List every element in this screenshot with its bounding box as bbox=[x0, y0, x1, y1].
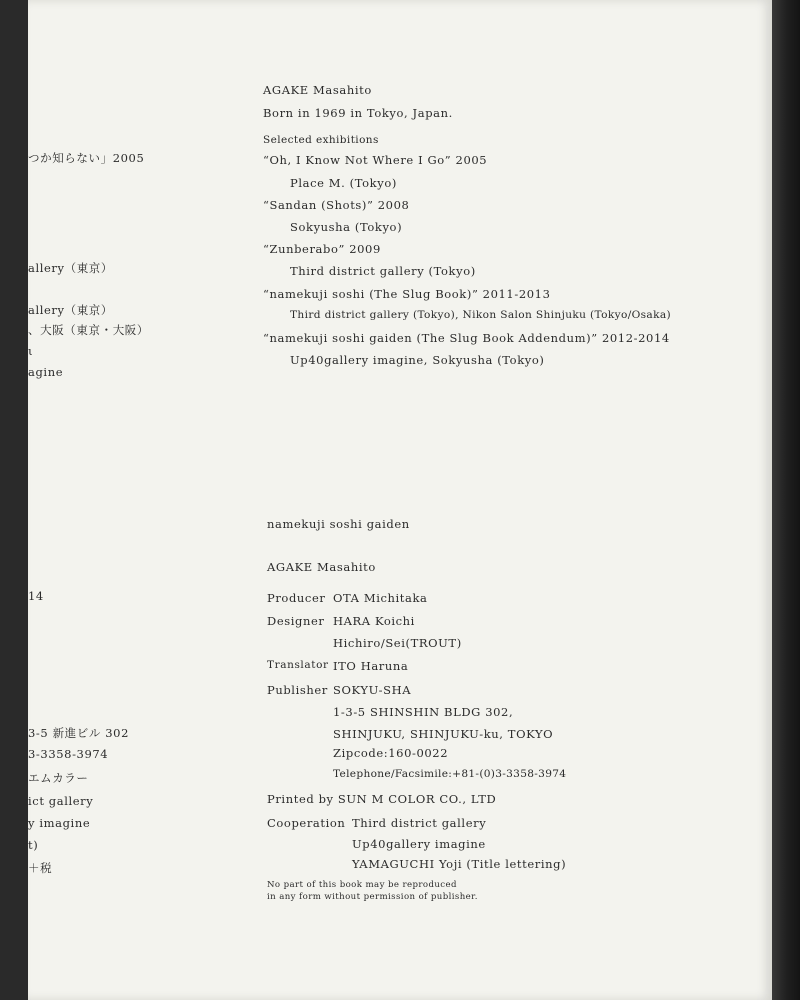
publisher-telephone: Telephone/Facsimile:+81-(0)3-3358-3974 bbox=[333, 768, 567, 780]
left-line: ict gallery bbox=[28, 794, 94, 808]
left-column-cropped bbox=[28, 0, 248, 1000]
book-page bbox=[28, 0, 772, 1000]
book-title: namekuji soshi gaiden bbox=[267, 517, 410, 531]
producer-value: OTA Michitaka bbox=[333, 591, 428, 605]
cooperation-value: Third district gallery bbox=[352, 816, 487, 830]
copyright-notice: No part of this book may be reproduced bbox=[267, 880, 457, 890]
colophon-author: AGAKE Masahito bbox=[267, 560, 376, 574]
author-name: AGAKE Masahito bbox=[263, 83, 372, 97]
left-line: agine bbox=[28, 365, 64, 379]
cooperation-value: Up40gallery imagine bbox=[352, 837, 486, 851]
left-line: 14 bbox=[28, 589, 44, 603]
publisher-zipcode: Zipcode:160-0022 bbox=[333, 746, 449, 760]
exhibition-venue: Up40gallery imagine, Sokyusha (Tokyo) bbox=[290, 353, 545, 367]
left-line: エムカラー bbox=[28, 771, 89, 785]
left-line: y imagine bbox=[28, 816, 91, 830]
exhibition-title: “Zunberabo” 2009 bbox=[263, 242, 381, 256]
exhibitions-heading: Selected exhibitions bbox=[263, 134, 379, 146]
exhibition-title: “namekuji soshi (The Slug Book)” 2011-2013 bbox=[263, 287, 551, 301]
exhibition-title: “namekuji soshi gaiden (The Slug Book Addendum)” 2012-2014 bbox=[263, 331, 670, 345]
designer-value: Hichiro/Sei(TROUT) bbox=[333, 636, 462, 650]
publisher-address: 1-3-5 SHINSHIN BLDG 302, bbox=[333, 705, 514, 719]
designer-label: Designer bbox=[267, 614, 325, 628]
copyright-notice: in any form without permission of publisher. bbox=[267, 892, 478, 902]
cooperation-value: YAMAGUCHI Yoji (Title lettering) bbox=[352, 857, 567, 871]
publisher-value: SOKYU-SHA bbox=[333, 683, 412, 697]
printed-by: Printed by SUN M COLOR CO., LTD bbox=[267, 792, 497, 806]
left-line: allery（東京） bbox=[28, 303, 114, 317]
left-line: t) bbox=[28, 838, 39, 852]
left-line: allery（東京） bbox=[28, 261, 114, 275]
cooperation-label: Cooperation bbox=[267, 816, 346, 830]
translator-value: ITO Haruna bbox=[333, 659, 409, 673]
exhibition-venue: Sokyusha (Tokyo) bbox=[290, 220, 403, 234]
left-line: 3-5 新進ビル 302 bbox=[28, 726, 129, 740]
exhibition-venue: Third district gallery (Tokyo) bbox=[290, 264, 476, 278]
left-line: 3-3358-3974 bbox=[28, 747, 109, 761]
born-line: Born in 1969 in Tokyo, Japan. bbox=[263, 106, 453, 120]
left-line: ι bbox=[28, 344, 34, 358]
left-line: ＋税 bbox=[28, 861, 53, 875]
exhibition-title: “Sandan (Shots)” 2008 bbox=[263, 198, 410, 212]
producer-label: Producer bbox=[267, 591, 326, 605]
translator-label: Translator bbox=[267, 659, 329, 671]
left-line: 、大阪（東京・大阪） bbox=[28, 323, 149, 337]
book-edge bbox=[770, 0, 800, 1000]
publisher-address: SHINJUKU, SHINJUKU-ku, TOKYO bbox=[333, 727, 554, 741]
publisher-label: Publisher bbox=[267, 683, 328, 697]
exhibition-venue: Place M. (Tokyo) bbox=[290, 176, 397, 190]
exhibition-title: “Oh, I Know Not Where I Go” 2005 bbox=[263, 153, 488, 167]
designer-value: HARA Koichi bbox=[333, 614, 415, 628]
exhibition-venue: Third district gallery (Tokyo), Nikon Salon Shinjuku (Tokyo/Osaka) bbox=[290, 309, 672, 321]
left-line: つか知らない」2005 bbox=[28, 151, 145, 165]
